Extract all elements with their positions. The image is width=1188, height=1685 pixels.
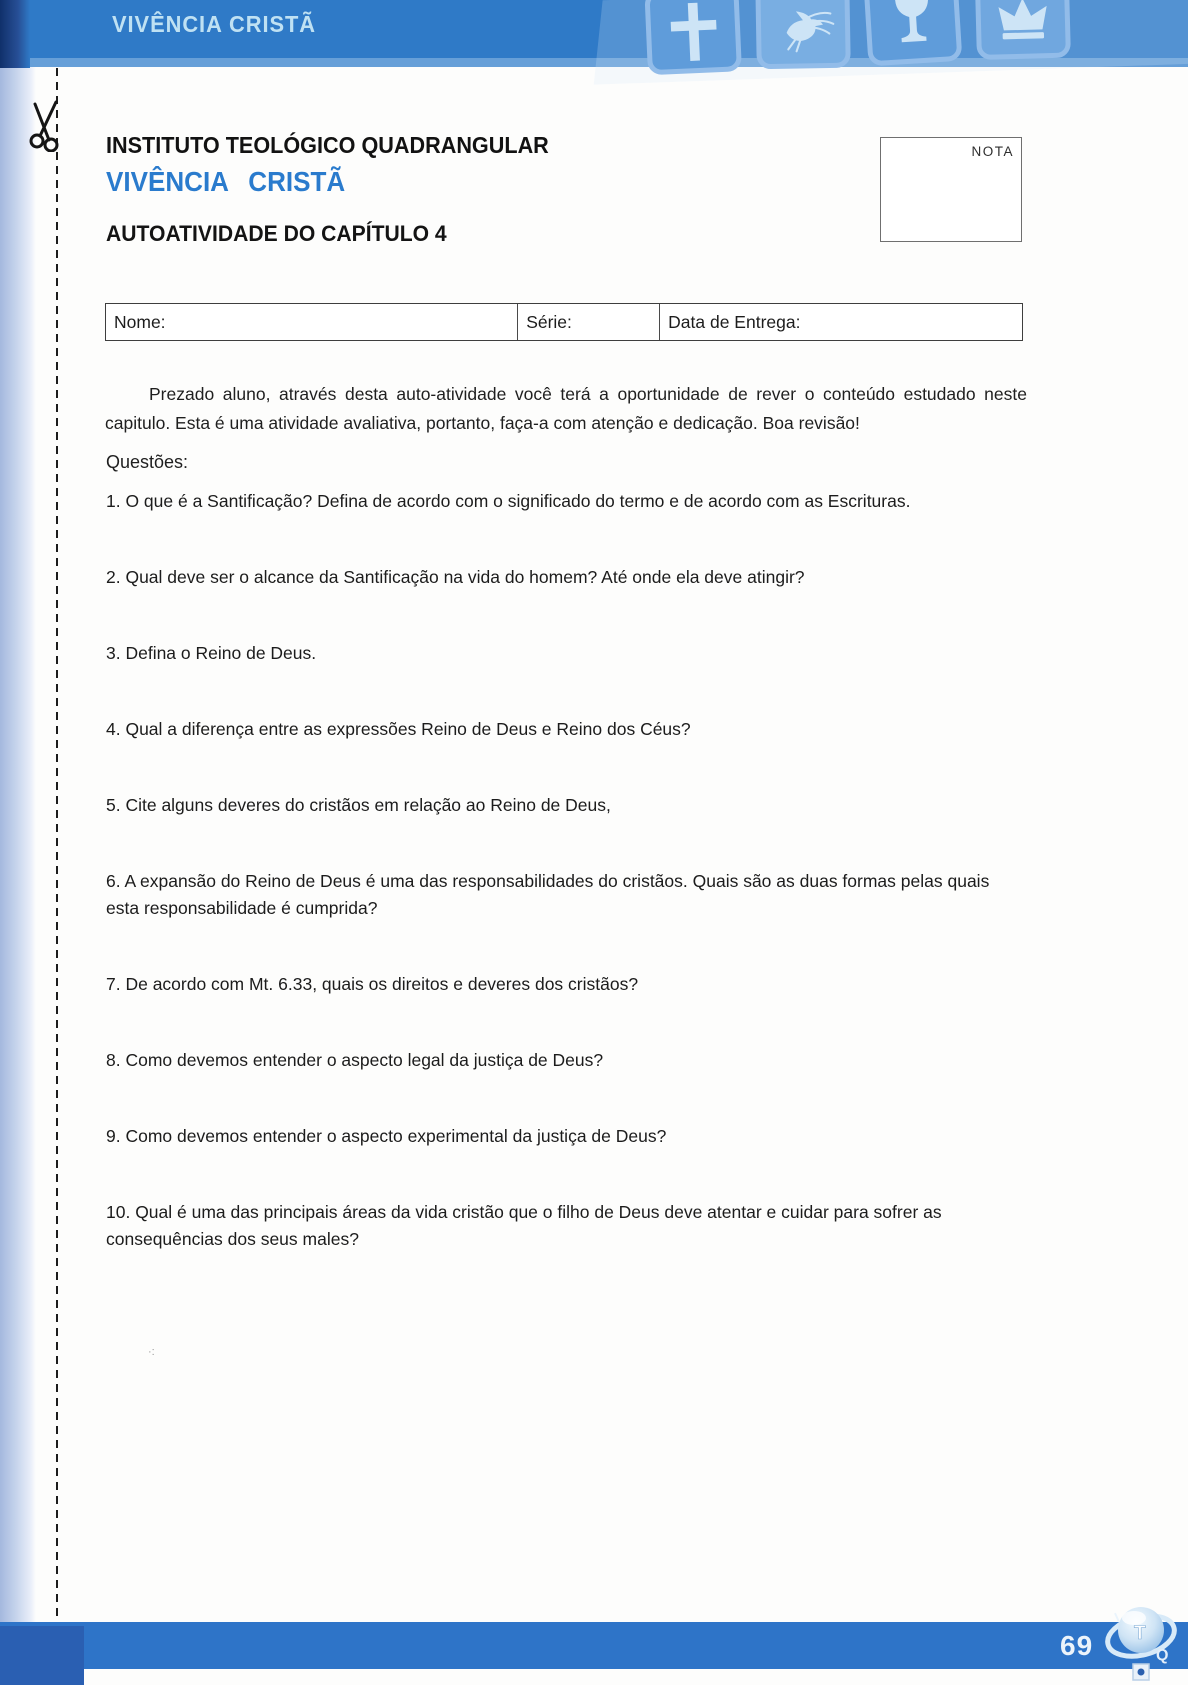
- question-item: 5. Cite alguns deveres do cristãos em relação ao Reino de Deus,: [106, 795, 611, 815]
- question-item: 8. Como devemos entender o aspecto legal da justiça de Deus?: [106, 1050, 604, 1070]
- book-spine-edge: [0, 0, 36, 1685]
- grade-field: [518, 304, 660, 340]
- scan-artifact: ·:: [148, 1346, 155, 1358]
- svg-text:I: I: [1112, 1609, 1122, 1625]
- question-item: 4. Qual a diferença entre as expressões Reino de Deus e Reino dos Céus?: [106, 719, 691, 739]
- question-item: 3. Defina o Reino de Deus.: [106, 643, 317, 663]
- question-list: [106, 488, 1024, 1253]
- footer-bar: [0, 1622, 1188, 1669]
- dove-icon: [768, 0, 839, 58]
- crown-icon: [987, 0, 1059, 49]
- grade-field-label: Série:: [526, 311, 572, 332]
- chalice-icon: [876, 0, 950, 55]
- question-item: 9. Como devemos entender o aspecto experimental da justiça de Deus?: [106, 1126, 667, 1146]
- page-number: 69: [1060, 1630, 1094, 1661]
- crown-panel: [975, 0, 1071, 60]
- due-date-field: [660, 304, 1022, 340]
- svg-text:Q: Q: [1156, 1647, 1169, 1664]
- questions-heading: Questões:: [106, 452, 189, 472]
- scissors-icon: [26, 96, 64, 157]
- question-item: 10. Qual é uma das principais áreas da vida cristão que o filho de Deus deve atentar e cuidar para sofrer as consequências dos seus males?: [106, 1202, 942, 1249]
- questions-section: [106, 452, 1024, 1302]
- spine-top-shadow: [0, 0, 30, 68]
- header-course-label: VIVÊNCIA CRISTÃ: [112, 11, 317, 37]
- institute-title: INSTITUTO TEOLÓGICO QUADRANGULAR: [106, 132, 549, 158]
- name-field: [106, 304, 518, 340]
- itq-globe-logo-icon: [1104, 1596, 1178, 1685]
- question-item: 7. De acordo com Mt. 6.33, quais os direitos e deveres dos cristãos?: [106, 974, 639, 994]
- svg-text:T: T: [1134, 1623, 1146, 1644]
- grade-box: [880, 137, 1022, 242]
- activity-title: AUTOATIVIDADE DO CAPÍTULO 4: [106, 221, 447, 246]
- spine-bottom-shadow: [0, 1626, 84, 1685]
- name-field-label: Nome:: [114, 311, 166, 332]
- chalice-panel: [863, 0, 962, 66]
- student-info-table: [105, 303, 1023, 341]
- question-item: 2. Qual deve ser o alcance da Santificação na vida do homem? Até onde ela deve atingir?: [106, 567, 805, 587]
- cut-dashed-line: [56, 68, 58, 1622]
- question-item: 1. O que é a Santificação? Defina de acordo com o significado do termo e de acordo com as Escrituras.: [106, 491, 911, 511]
- question-item: 6. A expansão do Reino de Deus é uma das responsabilidades do cristãos. Quais são as duas formas pelas quais esta responsabilidade é cumprida?: [106, 871, 990, 918]
- intro-paragraph: Prezado aluno, através desta auto-atividade você terá a oportunidade de rever o conteúdo estudado neste capitulo. Esta é uma atividade avaliativa, portanto, faça-a com atenção e dedicação. Boa revisão!: [105, 383, 1027, 433]
- dove-panel: [755, 0, 850, 69]
- cross-icon: [657, 0, 730, 64]
- grade-box-label: NOTA: [971, 144, 1014, 159]
- course-title: VIVÊNCIA CRISTÃ: [106, 166, 346, 197]
- due-date-field-label: Data de Entrega:: [668, 311, 801, 332]
- cross-panel: [644, 0, 742, 75]
